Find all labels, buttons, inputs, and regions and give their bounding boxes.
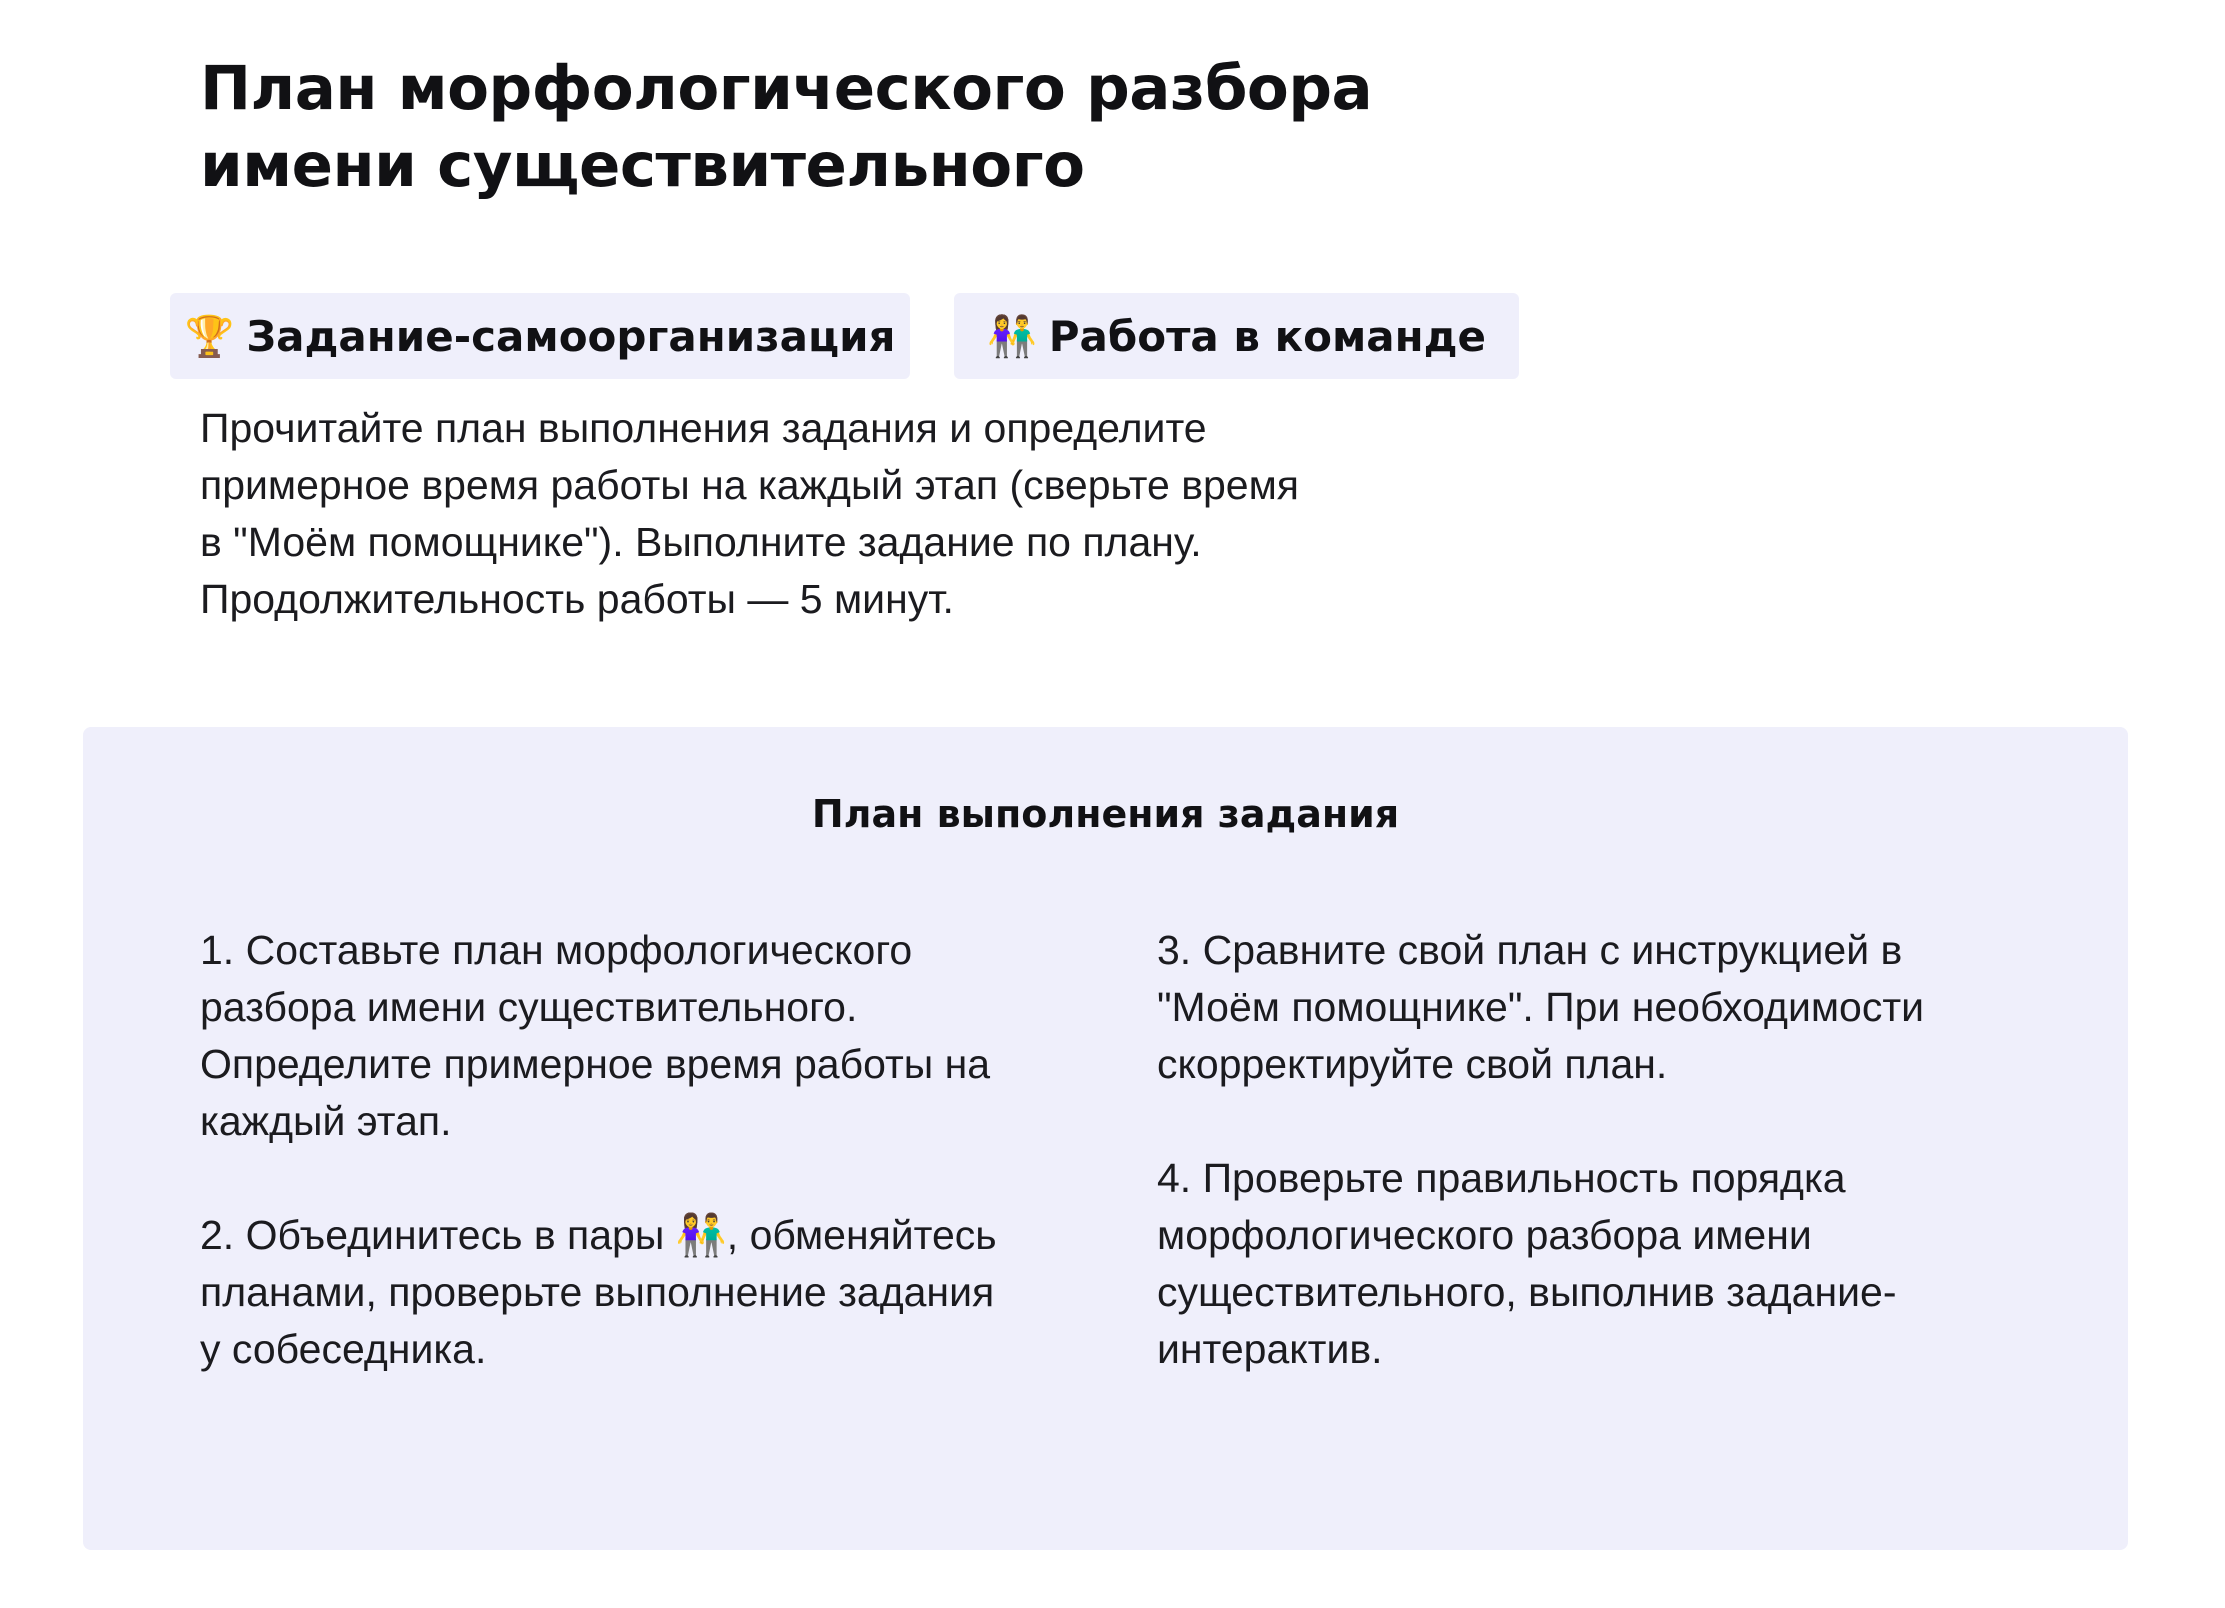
plan-column-right bbox=[1157, 922, 2037, 1435]
self-organization-label: Задание-самоорганизация bbox=[246, 311, 896, 361]
plan-panel bbox=[83, 727, 2128, 1550]
trophy-icon: 🏆 bbox=[184, 313, 235, 360]
plan-step-3: 3. Сравните свой план с инструкцией в "Моём помощнике". При необходимости скорректируйте свой план. bbox=[1157, 927, 1925, 1087]
plan-step-2 bbox=[200, 1207, 1080, 1378]
self-organization-badge bbox=[170, 293, 910, 379]
page-title bbox=[200, 50, 1500, 204]
plan-column-left bbox=[200, 922, 1080, 1435]
plan-step-2-text-start: 2. Объединитесь в пары bbox=[200, 1212, 676, 1258]
teamwork-label: Работа в команде bbox=[1048, 311, 1487, 361]
couple-icon: 👫 bbox=[986, 313, 1037, 360]
page-title-text: План морфологического разбора имени существительного bbox=[200, 53, 1373, 201]
plan-title: План выполнения задания bbox=[811, 792, 1400, 836]
teamwork-badge bbox=[954, 293, 1519, 379]
plan-step-4: 4. Проверьте правильность порядка морфологического разбора имени существительного, выполнив задание- интерактив. bbox=[1157, 1155, 1897, 1372]
intro-text: Прочитайте план выполнения задания и определите примерное время работы на каждый этап (сверьте время в "Моём помощнике"). Выполните задание по плану. Продолжительность работы — 5 минут. bbox=[200, 405, 1299, 622]
plan-step-2-text-end: , обменяйтесь планами, проверьте выполнение задания у собеседника. bbox=[200, 1212, 997, 1372]
couple-icon: 👫 bbox=[675, 1212, 727, 1258]
plan-step-1: 1. Составьте план морфологического разбора имени существительного. Определите примерное время работы на каждый этап. bbox=[200, 927, 991, 1144]
